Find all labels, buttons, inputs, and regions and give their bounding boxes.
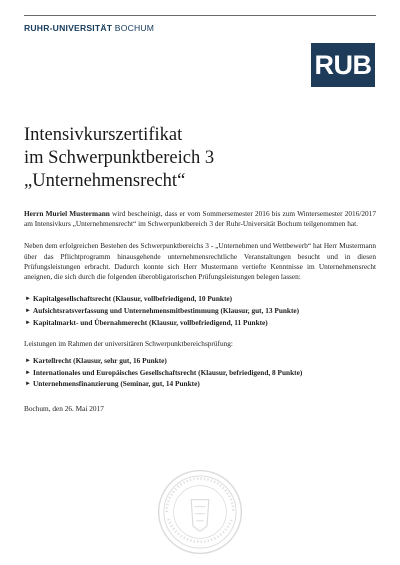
university-name-regular: BOCHUM xyxy=(112,23,155,33)
triangle-bullet-icon: ► xyxy=(25,319,31,326)
course-text: Kapitalgesellschaftsrecht (Klausur, vollbefriedigend, 10 Punkte) xyxy=(33,294,233,304)
participant-name: Herrn Muriel Mustermann xyxy=(24,209,110,218)
participation-text: wird bescheinigt, dass er vom Sommersemester 2016 bis zum Wintersemester 2016/2017 am Intensivkurs „Unternehmensrecht“ im Schwerpunktbereich 3 der Ruhr-Universität Bochum teilgenommen hat. xyxy=(24,209,376,229)
triangle-bullet-icon: ► xyxy=(25,381,31,388)
participation-paragraph xyxy=(24,209,376,229)
triangle-bullet-icon: ► xyxy=(25,307,31,314)
certificate-title xyxy=(24,124,324,193)
list-item xyxy=(24,318,376,328)
title-line-2: im Schwerpunktbereich 3 xyxy=(24,148,215,168)
exam-courses-list xyxy=(24,356,376,390)
list-item xyxy=(24,368,376,378)
achievements-paragraph: Neben dem erfolgreichen Bestehen des Schwerpunktbereichs 3 - „Unternehmen und Wettbewerb“ hat Herr Mustermann über das Pflichtprogramm hinausgehende unternehmensrechtliche Veranstaltungen besucht und in diesen Prüfungsleistungen erbracht. Dadurch konnte sich Herr Mustermann vertiefte Kenntnisse im Unternehmensrecht aneignen, die sich durch die folgenden überobligatorischen Prüfungsleistungen belegen lassen: xyxy=(24,241,376,282)
title-line-3: „Unternehmensrecht“ xyxy=(24,171,186,191)
place-date: Bochum, den 26. Mai 2017 xyxy=(24,403,104,413)
course-text: Internationales und Europäisches Gesellschaftsrecht (Klausur, befriedigend, 8 Punkte) xyxy=(33,367,303,377)
certificate-body xyxy=(24,209,376,426)
list-item xyxy=(24,306,376,316)
triangle-bullet-icon: ► xyxy=(25,296,31,303)
title-line-1: Intensivkurszertifikat xyxy=(24,125,183,145)
header-rule xyxy=(24,15,376,16)
course-text: Unternehmensfinanzierung (Seminar, gut, 14 Punkte) xyxy=(33,379,200,389)
triangle-bullet-icon: ► xyxy=(25,358,31,365)
course-text: Kapitalmarkt- und Übernahmerecht (Klausur, vollbefriedigend, 11 Punkte) xyxy=(33,317,268,327)
list-item xyxy=(24,294,376,304)
list-item xyxy=(24,356,376,366)
course-text: Aufsichtsratsverfassung und Unternehmensmitbestimmung (Klausur, gut, 13 Punkte) xyxy=(33,305,300,315)
list-item xyxy=(24,379,376,389)
triangle-bullet-icon: ► xyxy=(25,369,31,376)
rub-logo: RUB xyxy=(311,43,375,87)
exam-intro: Leistungen im Rahmen der universitären Schwerpunktbereichsprüfung: xyxy=(24,338,233,348)
university-seal-icon xyxy=(156,468,244,556)
university-name-bold: RUHR-UNIVERSITÄT xyxy=(24,23,113,33)
additional-courses-list xyxy=(24,294,376,328)
university-name xyxy=(24,23,154,33)
course-text: Kartellrecht (Klausur, sehr gut, 16 Punkte) xyxy=(33,356,167,366)
